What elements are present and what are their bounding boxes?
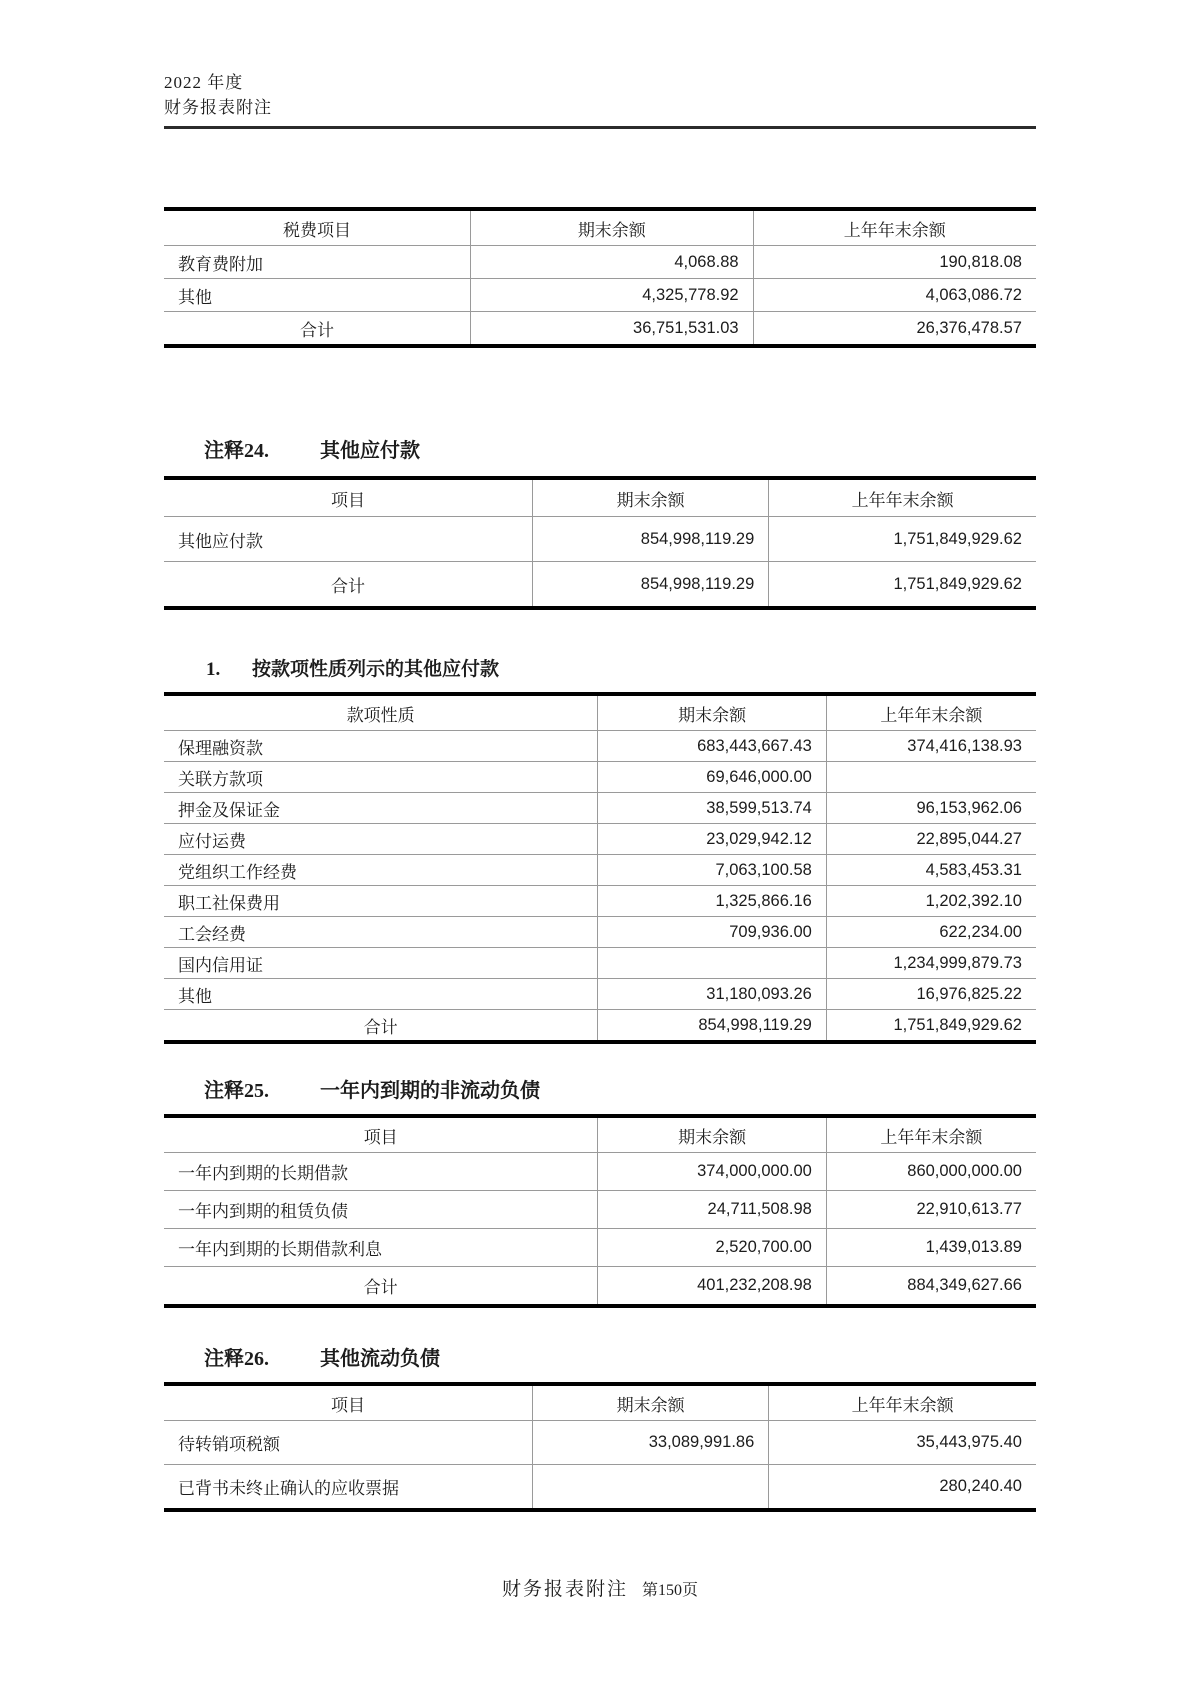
cell-ending-balance: 854,998,119.29 (532, 562, 768, 606)
payables-by-nature-table (164, 692, 1036, 1044)
col-header-prior-year-balance: 上年年末余额 (768, 480, 1036, 516)
cell-item-name: 工会经费 (178, 924, 246, 944)
cell-prior-balance: 96,153,962.06 (826, 793, 1036, 823)
col-header-ending-balance: 期末余额 (532, 1386, 768, 1420)
col-header-nature: 款项性质 (346, 705, 415, 725)
note25-number: 注释25. (204, 1080, 269, 1102)
table-row (164, 1228, 1036, 1266)
tax-items-table (164, 207, 1036, 348)
note24-sub1-heading (206, 654, 1036, 682)
cell-item-name: 一年内到期的长期借款 (178, 1164, 348, 1183)
sub1-title: 按款项性质列示的其他应付款 (252, 659, 500, 680)
table-row (164, 278, 1036, 311)
cell-total-label: 合计 (330, 576, 365, 596)
cell-ending-balance (597, 948, 825, 978)
total-row (164, 561, 1036, 606)
cell-prior-balance: 1,234,999,879.73 (826, 948, 1036, 978)
cell-ending-balance: 33,089,991.86 (532, 1421, 768, 1464)
cell-ending-balance: 2,520,700.00 (597, 1229, 825, 1266)
cell-item-name: 国内信用证 (178, 955, 263, 975)
sub1-number: 1. (206, 659, 221, 680)
cell-ending-balance: 401,232,208.98 (597, 1267, 825, 1304)
table-row (164, 792, 1036, 823)
table-row (164, 1464, 1036, 1508)
table-row (164, 947, 1036, 978)
noncurrent-liabilities-due-table (164, 1114, 1036, 1308)
cell-total-label: 合计 (300, 320, 335, 340)
cell-item-name: 关联方款项 (178, 769, 263, 789)
table-header-row (164, 696, 1036, 730)
cell-prior-balance: 1,751,849,929.62 (768, 562, 1036, 606)
col-header-ending-balance: 期末余额 (470, 211, 753, 245)
cell-prior-balance: 1,439,013.89 (826, 1229, 1036, 1266)
cell-item-name: 应付运费 (178, 831, 246, 851)
cell-item-name: 保理融资款 (178, 738, 263, 758)
col-header-item: 项目 (330, 1395, 365, 1415)
note26-heading (204, 1342, 1036, 1370)
note24-heading (204, 434, 1036, 462)
cell-prior-balance: 860,000,000.00 (826, 1153, 1036, 1190)
col-header-prior-year-balance: 上年年末余额 (768, 1386, 1036, 1420)
note25-title: 一年内到期的非流动负债 (320, 1080, 540, 1102)
document-header (164, 0, 1036, 129)
note24-title: 其他应付款 (320, 440, 420, 462)
cell-ending-balance (532, 1465, 768, 1508)
cell-prior-balance: 374,416,138.93 (826, 731, 1036, 761)
cell-ending-balance: 36,751,531.03 (470, 312, 753, 344)
cell-item-name: 教育费附加 (178, 254, 263, 274)
col-header-item: 项目 (330, 490, 365, 510)
cell-ending-balance: 854,998,119.29 (597, 1010, 825, 1040)
cell-prior-balance: 1,202,392.10 (826, 886, 1036, 916)
cell-item-name: 一年内到期的长期借款利息 (178, 1240, 382, 1259)
cell-prior-balance: 190,818.08 (753, 246, 1036, 278)
total-row (164, 1009, 1036, 1040)
cell-prior-balance: 35,443,975.40 (768, 1421, 1036, 1464)
table-row (164, 854, 1036, 885)
note26-number: 注释26. (204, 1348, 269, 1370)
footer-page-number: 第150页 (642, 1582, 699, 1599)
cell-ending-balance: 709,936.00 (597, 917, 825, 947)
cell-prior-balance: 22,895,044.27 (826, 824, 1036, 854)
cell-ending-balance: 24,711,508.98 (597, 1191, 825, 1228)
cell-item-name: 其他 (178, 287, 212, 307)
cell-ending-balance: 4,068.88 (470, 246, 753, 278)
cell-prior-balance: 26,376,478.57 (753, 312, 1036, 344)
cell-item-name: 党组织工作经费 (178, 862, 297, 882)
cell-prior-balance: 22,910,613.77 (826, 1191, 1036, 1228)
col-header-ending-balance: 期末余额 (532, 480, 768, 516)
table-row (164, 1152, 1036, 1190)
col-header-prior-year-balance: 上年年末余额 (826, 1118, 1036, 1152)
cell-prior-balance: 16,976,825.22 (826, 979, 1036, 1009)
cell-item-name: 待转销项税额 (178, 1435, 280, 1454)
other-current-liabilities-table (164, 1382, 1036, 1512)
cell-total-label: 合计 (363, 1278, 398, 1297)
cell-item-name: 已背书未终止确认的应收票据 (178, 1479, 399, 1498)
note25-heading (204, 1074, 1036, 1102)
total-row (164, 311, 1036, 344)
cell-ending-balance: 69,646,000.00 (597, 762, 825, 792)
table-row (164, 730, 1036, 761)
cell-item-name: 职工社保费用 (178, 893, 280, 913)
cell-ending-balance: 23,029,942.12 (597, 824, 825, 854)
cell-prior-balance: 280,240.40 (768, 1465, 1036, 1508)
table-row (164, 1420, 1036, 1464)
note26-title: 其他流动负债 (320, 1348, 440, 1370)
table-header-row (164, 1386, 1036, 1420)
col-header-prior-year-balance: 上年年末余额 (753, 211, 1036, 245)
cell-prior-balance: 4,583,453.31 (826, 855, 1036, 885)
table-row (164, 245, 1036, 278)
cell-prior-balance: 884,349,627.66 (826, 1267, 1036, 1304)
other-payables-table (164, 476, 1036, 610)
table-row (164, 916, 1036, 947)
cell-ending-balance: 31,180,093.26 (597, 979, 825, 1009)
table-row (164, 761, 1036, 792)
cell-ending-balance: 374,000,000.00 (597, 1153, 825, 1190)
col-header-ending-balance: 期末余额 (597, 1118, 825, 1152)
table-row (164, 516, 1036, 561)
cell-item-name: 一年内到期的租赁负债 (178, 1202, 348, 1221)
header-year: 2022 年度 (164, 73, 244, 92)
cell-prior-balance: 622,234.00 (826, 917, 1036, 947)
cell-ending-balance: 683,443,667.43 (597, 731, 825, 761)
cell-ending-balance: 1,325,866.16 (597, 886, 825, 916)
footer-doc-title: 财务报表附注 (501, 1579, 628, 1600)
cell-prior-balance: 1,751,849,929.62 (768, 517, 1036, 561)
col-header-tax-item: 税费项目 (283, 220, 352, 240)
table-header-row (164, 1118, 1036, 1152)
cell-total-label: 合计 (363, 1017, 398, 1037)
cell-prior-balance (826, 762, 1036, 792)
page-footer (164, 1574, 1036, 1601)
table-row (164, 823, 1036, 854)
col-header-prior-year-balance: 上年年末余额 (826, 696, 1036, 730)
cell-item-name: 其他应付款 (178, 531, 263, 551)
table-row (164, 1190, 1036, 1228)
header-rule (164, 126, 1036, 129)
cell-ending-balance: 4,325,778.92 (470, 279, 753, 311)
table-header-row (164, 480, 1036, 516)
note24-number: 注释24. (204, 440, 269, 462)
table-header-row (164, 211, 1036, 245)
table-row (164, 978, 1036, 1009)
cell-prior-balance: 1,751,849,929.62 (826, 1010, 1036, 1040)
cell-item-name: 押金及保证金 (178, 800, 280, 820)
col-header-item: 项目 (363, 1127, 398, 1147)
table-row (164, 885, 1036, 916)
cell-ending-balance: 854,998,119.29 (532, 517, 768, 561)
header-doc-title: 财务报表附注 (164, 98, 272, 117)
total-row (164, 1266, 1036, 1304)
page-content (164, 0, 1036, 1601)
cell-ending-balance: 7,063,100.58 (597, 855, 825, 885)
cell-item-name: 其他 (178, 986, 212, 1006)
cell-prior-balance: 4,063,086.72 (753, 279, 1036, 311)
col-header-ending-balance: 期末余额 (597, 696, 825, 730)
cell-ending-balance: 38,599,513.74 (597, 793, 825, 823)
